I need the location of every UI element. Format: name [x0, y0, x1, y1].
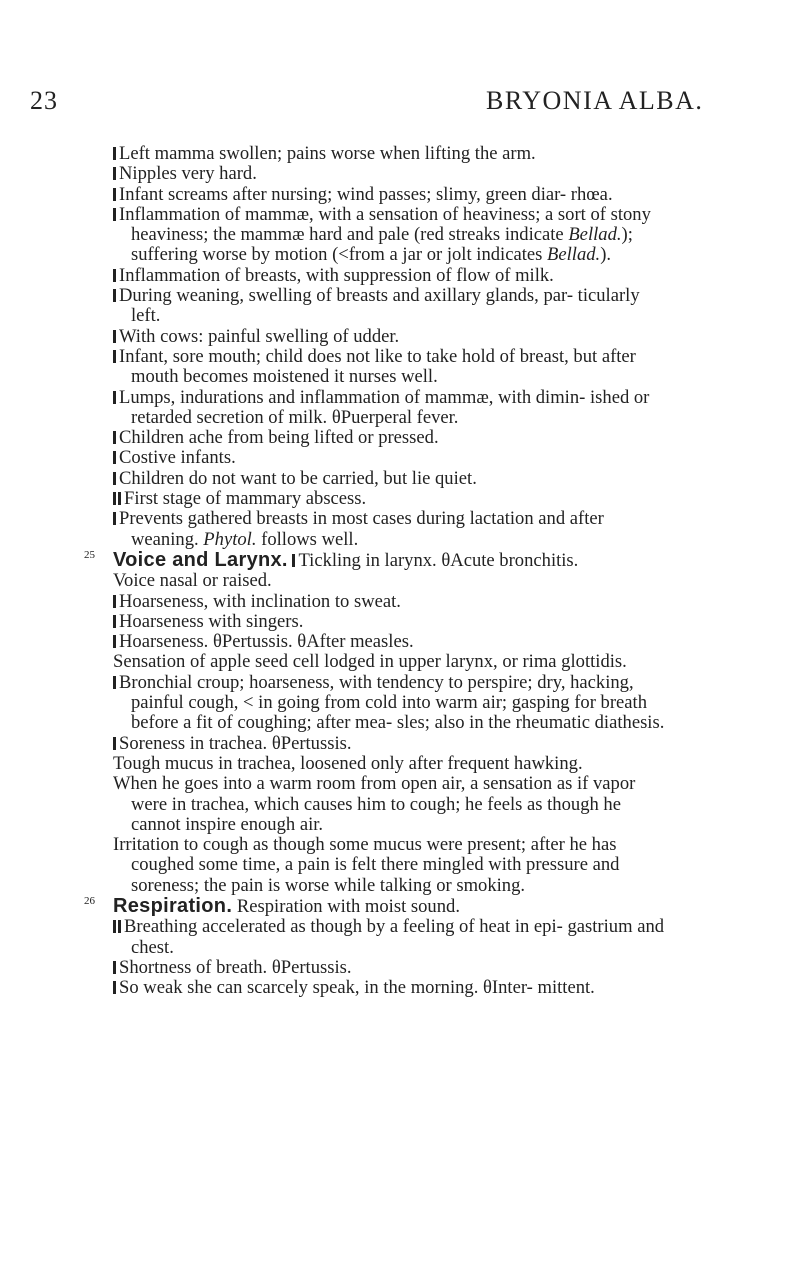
mark-icon [113, 167, 116, 180]
line-number: 26 [84, 894, 95, 907]
entry-text: Hoarseness with singers. [119, 610, 304, 632]
section-heading: Respiration. [113, 894, 233, 917]
entry [113, 428, 673, 448]
entry [113, 347, 673, 388]
entry [113, 388, 673, 429]
mark-icon [118, 492, 121, 505]
mark-icon [113, 615, 116, 628]
entry [113, 469, 673, 489]
entry-text: Sensation of apple seed cell lodged in upper larynx, or rima glottidis. [113, 651, 627, 673]
mark-icon [113, 147, 116, 160]
entry [113, 286, 673, 327]
entry-text: Infant, sore mouth; child does not like to take hold of breast, but after mouth becomes moistened it nurses well. [119, 345, 636, 388]
entry [113, 164, 673, 184]
entry-text: With cows: painful swelling of udder. [119, 325, 400, 347]
mark-icon [113, 512, 116, 525]
entry [113, 327, 673, 347]
entry-text: Hoarseness. θPertussis. θAfter measles. [119, 631, 414, 653]
entry-text: Left mamma swollen; pains worse when lifting the arm. [119, 143, 536, 164]
line-number: 25 [84, 548, 95, 561]
section-respiration [84, 894, 673, 917]
entry-text: Hoarseness, with inclination to sweat. [119, 590, 401, 612]
section-voice-larynx [84, 548, 673, 571]
entry-text: When he goes into a warm room from open air, a sensation as if vapor were in trachea, which causes him to cough; he feels as though he cannot inspire enough air. [113, 773, 636, 835]
mark-icon [118, 920, 121, 933]
entry [113, 754, 673, 774]
entry-text: Nipples very hard. [119, 163, 257, 185]
entry-text: Inflammation of breasts, with suppression of flow of milk. [119, 264, 554, 286]
entry [113, 958, 673, 978]
entry [113, 592, 673, 612]
entry [113, 673, 673, 734]
entry [113, 978, 673, 998]
mark-icon [113, 289, 116, 302]
mark-icon [113, 472, 116, 485]
entry-text: Tickling in larynx. θAcute bronchitis. [298, 549, 579, 571]
mark-icon [113, 492, 116, 505]
mark-icon [113, 269, 116, 282]
entry [113, 489, 673, 509]
entry-text: Prevents gathered breasts in most cases during lactation and after weaning. Phytol. follows well. [119, 508, 604, 550]
mark-icon [113, 208, 116, 221]
entry-text: Inflammation of mammæ, with a sensation of heaviness; a sort of stony heaviness; the mammæ hard and pale (red streaks indicate Bellad.); suffering worse by motion (<from a jar or jolt indicates Bellad.). [119, 203, 651, 266]
entry-text: Lumps, indurations and inflammation of mammæ, with dimin- ished or retarded secretion of milk. θPuerperal fever. [119, 386, 650, 428]
mark-icon [113, 676, 116, 689]
mark-icon [113, 391, 116, 404]
mark-icon [113, 188, 116, 201]
entry [113, 612, 673, 632]
entry [113, 835, 673, 896]
text-body [84, 143, 673, 999]
running-title: BRYONIA ALBA. [486, 86, 704, 115]
entry-text: Infant screams after nursing; wind passes; slimy, green diar- rhœa. [119, 183, 613, 205]
entry-text: Respiration with moist sound. [236, 895, 460, 917]
mark-icon [113, 431, 116, 444]
page-number: 23 [30, 86, 58, 115]
entry [113, 917, 673, 958]
mark-icon [113, 350, 116, 363]
entry [113, 652, 673, 672]
section-heading: Voice and Larynx. [113, 548, 288, 571]
entry-text: Children do not want to be carried, but lie quiet. [119, 467, 477, 489]
entry-text: Costive infants. [119, 447, 236, 469]
entry [113, 774, 673, 835]
entry [113, 734, 673, 754]
entry [113, 205, 673, 266]
entry-text: Voice nasal or raised. [113, 570, 272, 592]
mark-icon [113, 737, 116, 750]
entry [113, 448, 673, 468]
entry [113, 266, 673, 286]
entry [113, 144, 673, 164]
entry [113, 509, 673, 550]
entry-text: So weak she can scarcely speak, in the morning. θInter- mittent. [119, 977, 595, 999]
entry-text: During weaning, swelling of breasts and axillary glands, par- ticularly left. [119, 285, 640, 327]
mark-icon [113, 595, 116, 608]
entry [113, 632, 673, 652]
mark-icon [113, 981, 116, 994]
mark-icon [113, 635, 116, 648]
entry [113, 185, 673, 205]
entry-text: Soreness in trachea. θPertussis. [119, 732, 352, 754]
entry-text: Breathing accelerated as though by a feeling of heat in epi- gastrium and chest. [124, 916, 665, 958]
entry [113, 571, 673, 591]
entry-text: Children ache from being lifted or pressed. [119, 427, 439, 449]
entry-text: Bronchial croup; hoarseness, with tendency to perspire; dry, hacking, painful cough, < in going from cold into warm air; gasping for breath before a fit of coughing; after mea- sles; also in the rheumatic diathesis. [119, 671, 665, 734]
mark-icon [113, 451, 116, 464]
mark-icon [113, 920, 116, 933]
entry-text: First stage of mammary abscess. [124, 488, 367, 510]
mark-icon [113, 961, 116, 974]
mark-icon [113, 330, 116, 343]
entry-text: Irritation to cough as though some mucus were present; after he has coughed some time, a pain is felt there mingled with pressure and soreness; the pain is worse while talking or smoking. [113, 834, 620, 896]
entry-text: Tough mucus in trachea, loosened only after frequent hawking. [113, 752, 583, 774]
entry-text: Shortness of breath. θPertussis. [119, 956, 352, 978]
mark-icon [292, 554, 295, 567]
